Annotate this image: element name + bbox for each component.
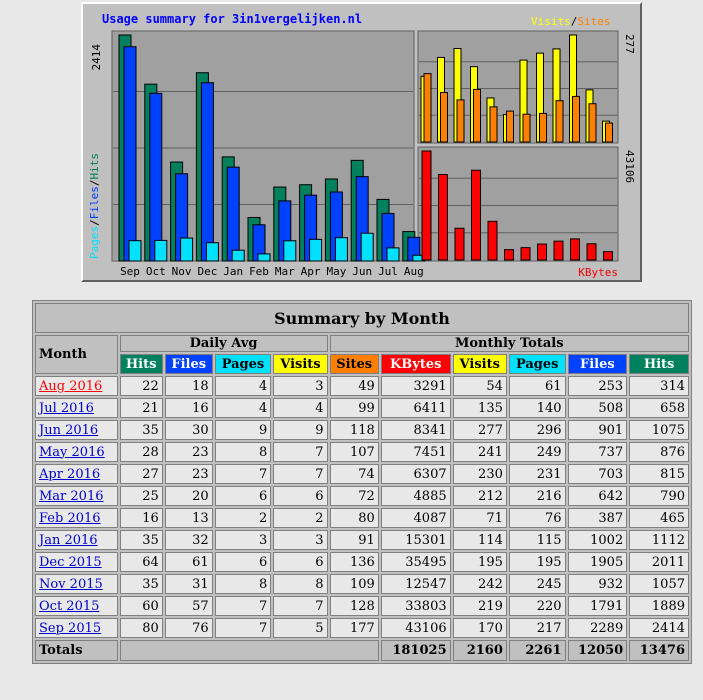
- month-header: Month: [35, 335, 118, 374]
- value-cell: 932: [568, 574, 628, 594]
- daily-col-pages-header: Pages: [215, 354, 272, 374]
- value-cell: 109: [330, 574, 379, 594]
- bar-kbytes: [472, 170, 481, 260]
- value-cell: 6: [273, 552, 327, 572]
- month-label: Jan: [223, 265, 244, 278]
- bar-kbytes: [604, 252, 613, 260]
- axis-label-files: Files: [88, 186, 101, 220]
- value-cell: 216: [509, 486, 566, 506]
- value-cell: 140: [509, 398, 566, 418]
- value-cell: 217: [509, 618, 566, 638]
- monthly-col-files-header: Files: [568, 354, 628, 374]
- column-header-row: [35, 354, 689, 374]
- bar-sites: [556, 101, 563, 142]
- bar-pages: [310, 239, 322, 261]
- value-cell: 314: [629, 376, 689, 396]
- right-bottom-axis-max: 43106: [623, 150, 636, 184]
- month-link[interactable]: Dec 2015: [39, 554, 102, 570]
- monthly-totals-header: Monthly Totals: [330, 335, 689, 352]
- value-cell: 387: [568, 508, 628, 528]
- bar-sites: [490, 107, 497, 142]
- month-link[interactable]: Jan 2016: [39, 532, 98, 548]
- value-cell: 2: [215, 508, 272, 528]
- value-cell: 32: [165, 530, 213, 550]
- value-cell: 21: [120, 398, 163, 418]
- value-cell: 35: [120, 574, 163, 594]
- value-cell: 4087: [381, 508, 451, 528]
- left-axis-max: 2414: [90, 44, 103, 71]
- value-cell: 91: [330, 530, 379, 550]
- month-link[interactable]: Jun 2016: [39, 422, 99, 438]
- value-cell: 25: [120, 486, 163, 506]
- value-cell: 7: [273, 442, 327, 462]
- value-cell: 3291: [381, 376, 451, 396]
- total-cell: 12050: [568, 640, 628, 661]
- month-link[interactable]: Aug 2016: [39, 378, 103, 394]
- value-cell: 80: [330, 508, 379, 528]
- value-cell: 128: [330, 596, 379, 616]
- value-cell: 703: [568, 464, 628, 484]
- value-cell: 60: [120, 596, 163, 616]
- table-row: [35, 464, 689, 484]
- table-body: [35, 376, 689, 638]
- table-row: [35, 486, 689, 506]
- value-cell: 76: [509, 508, 566, 528]
- monthly-col-sites-header: Sites: [330, 354, 379, 374]
- value-cell: 7: [215, 596, 272, 616]
- value-cell: 177: [330, 618, 379, 638]
- value-cell: 7: [273, 596, 327, 616]
- value-cell: 76: [165, 618, 213, 638]
- bar-sites: [540, 113, 547, 142]
- axis-label-hits: Hits: [88, 153, 101, 180]
- value-cell: 64: [120, 552, 163, 572]
- month-link[interactable]: Apr 2016: [39, 466, 101, 482]
- value-cell: 136: [330, 552, 379, 572]
- axis-label-slash1: /: [88, 219, 101, 226]
- bar-sites: [474, 89, 481, 142]
- table-row: [35, 398, 689, 418]
- month-cell: [35, 442, 118, 462]
- value-cell: 231: [509, 464, 566, 484]
- value-cell: 1075: [629, 420, 689, 440]
- value-cell: 27: [120, 464, 163, 484]
- bar-sites: [589, 104, 596, 142]
- table-row: [35, 376, 689, 396]
- bar-pages: [258, 254, 270, 261]
- table-row: [35, 618, 689, 638]
- total-cell: 13476: [629, 640, 689, 661]
- value-cell: 230: [453, 464, 507, 484]
- value-cell: 3: [273, 530, 327, 550]
- value-cell: 195: [453, 552, 507, 572]
- bar-sites: [424, 74, 431, 142]
- value-cell: 6307: [381, 464, 451, 484]
- value-cell: 35: [120, 530, 163, 550]
- table-row: [35, 530, 689, 550]
- value-cell: 54: [453, 376, 507, 396]
- value-cell: 249: [509, 442, 566, 462]
- value-cell: 3: [215, 530, 272, 550]
- value-cell: 2011: [629, 552, 689, 572]
- month-label: Dec: [197, 265, 218, 278]
- legend-visits-sites: [531, 15, 611, 28]
- totals-label: Totals: [35, 640, 118, 661]
- value-cell: 114: [453, 530, 507, 550]
- value-cell: 212: [453, 486, 507, 506]
- legend-visits: Visits: [531, 15, 571, 28]
- month-label: Jul: [378, 265, 398, 278]
- value-cell: 876: [629, 442, 689, 462]
- value-cell: 6411: [381, 398, 451, 418]
- totals-row: [35, 640, 689, 661]
- value-cell: 1057: [629, 574, 689, 594]
- value-cell: 20: [165, 486, 213, 506]
- month-label: Nov: [171, 265, 192, 278]
- daily-col-visits-header: Visits: [273, 354, 327, 374]
- total-cell: 2160: [453, 640, 507, 661]
- table-row: [35, 420, 689, 440]
- value-cell: 253: [568, 376, 628, 396]
- value-cell: 2289: [568, 618, 628, 638]
- value-cell: 241: [453, 442, 507, 462]
- value-cell: 72: [330, 486, 379, 506]
- bar-sites: [573, 96, 580, 142]
- bar-kbytes: [505, 250, 514, 260]
- summary-table-wrap: [32, 300, 692, 664]
- bar-pages: [387, 248, 399, 261]
- month-label: Mar: [274, 265, 295, 278]
- value-cell: 16: [165, 398, 213, 418]
- legend-slash: /: [570, 15, 578, 28]
- bar-files: [201, 83, 213, 261]
- value-cell: 8: [215, 442, 272, 462]
- value-cell: 296: [509, 420, 566, 440]
- value-cell: 33803: [381, 596, 451, 616]
- month-cell: [35, 618, 118, 638]
- value-cell: 31: [165, 574, 213, 594]
- value-cell: 508: [568, 398, 628, 418]
- month-link[interactable]: Jul 2016: [39, 400, 94, 416]
- value-cell: 1889: [629, 596, 689, 616]
- value-cell: 219: [453, 596, 507, 616]
- monthly-col-hits-header: Hits: [629, 354, 689, 374]
- month-link[interactable]: May 2016: [39, 444, 105, 460]
- month-label: Apr: [300, 265, 321, 278]
- daily-col-hits-header: Hits: [120, 354, 163, 374]
- table-row: [35, 596, 689, 616]
- value-cell: 195: [509, 552, 566, 572]
- table-title: Summary by Month: [35, 303, 689, 333]
- bar-kbytes: [439, 175, 448, 260]
- legend-sites: Sites: [577, 15, 611, 28]
- bar-kbytes: [455, 228, 464, 260]
- month-cell: [35, 508, 118, 528]
- value-cell: 28: [120, 442, 163, 462]
- value-cell: 3: [273, 376, 327, 396]
- value-cell: 1112: [629, 530, 689, 550]
- month-link[interactable]: Nov 2015: [39, 576, 103, 592]
- value-cell: 170: [453, 618, 507, 638]
- bar-sites: [441, 93, 448, 142]
- value-cell: 4: [215, 376, 272, 396]
- value-cell: 1002: [568, 530, 628, 550]
- value-cell: 118: [330, 420, 379, 440]
- value-cell: 43106: [381, 618, 451, 638]
- bar-kbytes: [571, 239, 580, 260]
- month-label: May: [326, 265, 347, 278]
- month-link[interactable]: Mar 2016: [39, 488, 104, 504]
- axis-label-pages: Pages: [88, 225, 101, 259]
- value-cell: 7451: [381, 442, 451, 462]
- value-cell: 242: [453, 574, 507, 594]
- value-cell: 30: [165, 420, 213, 440]
- value-cell: 18: [165, 376, 213, 396]
- month-label: Aug: [403, 265, 424, 278]
- bar-pages: [181, 238, 193, 261]
- daily-avg-header: Daily Avg: [120, 335, 328, 352]
- monthly-col-pages-header: Pages: [509, 354, 566, 374]
- bar-pages: [206, 243, 218, 261]
- bar-sites: [507, 111, 514, 142]
- value-cell: 99: [330, 398, 379, 418]
- value-cell: 220: [509, 596, 566, 616]
- month-link[interactable]: Sep 2015: [39, 620, 102, 636]
- bar-sites: [457, 100, 464, 142]
- value-cell: 115: [509, 530, 566, 550]
- value-cell: 465: [629, 508, 689, 528]
- table-row: [35, 442, 689, 462]
- bar-pages: [155, 240, 167, 261]
- value-cell: 6: [215, 552, 272, 572]
- bar-pages: [335, 238, 347, 261]
- value-cell: 16: [120, 508, 163, 528]
- month-label: Feb: [249, 265, 269, 278]
- value-cell: 8: [273, 574, 327, 594]
- month-cell: [35, 596, 118, 616]
- monthly-col-visits-header: Visits: [453, 354, 507, 374]
- value-cell: 4885: [381, 486, 451, 506]
- month-cell: [35, 486, 118, 506]
- value-cell: 35: [120, 420, 163, 440]
- value-cell: 6: [273, 486, 327, 506]
- total-cell: 181025: [381, 640, 451, 661]
- bar-kbytes: [521, 248, 530, 260]
- table-row: [35, 552, 689, 572]
- month-cell: [35, 574, 118, 594]
- bar-kbytes: [488, 221, 497, 260]
- table-row: [35, 574, 689, 594]
- value-cell: 737: [568, 442, 628, 462]
- value-cell: 790: [629, 486, 689, 506]
- month-cell: [35, 464, 118, 484]
- value-cell: 8: [215, 574, 272, 594]
- bar-files: [227, 167, 239, 261]
- value-cell: 71: [453, 508, 507, 528]
- value-cell: 107: [330, 442, 379, 462]
- monthly-col-kbytes-header: KBytes: [381, 354, 451, 374]
- table-row: [35, 508, 689, 528]
- value-cell: 57: [165, 596, 213, 616]
- value-cell: 8341: [381, 420, 451, 440]
- value-cell: 9: [273, 420, 327, 440]
- bar-kbytes: [422, 151, 431, 260]
- value-cell: 23: [165, 464, 213, 484]
- month-link[interactable]: Oct 2015: [39, 598, 100, 614]
- bar-files: [150, 93, 162, 261]
- month-cell: [35, 552, 118, 572]
- value-cell: 901: [568, 420, 628, 440]
- bar-pages: [129, 241, 141, 261]
- axis-label-slash2: /: [88, 179, 101, 187]
- month-cell: [35, 530, 118, 550]
- value-cell: 1905: [568, 552, 628, 572]
- bar-pages: [361, 233, 373, 261]
- value-cell: 7: [215, 464, 272, 484]
- usage-chart: [81, 2, 642, 282]
- value-cell: 5: [273, 618, 327, 638]
- value-cell: 15301: [381, 530, 451, 550]
- bar-sites: [606, 123, 613, 142]
- bar-files: [124, 47, 136, 261]
- value-cell: 135: [453, 398, 507, 418]
- value-cell: 74: [330, 464, 379, 484]
- summary-by-month-table: [32, 300, 692, 664]
- month-label: Sep: [120, 265, 140, 278]
- kbytes-label: KBytes: [578, 266, 618, 279]
- value-cell: 7: [215, 618, 272, 638]
- chart-title: Usage summary for 3in1vergelijken.nl: [102, 12, 363, 26]
- total-cell: 2261: [509, 640, 566, 661]
- month-labels: [120, 265, 424, 278]
- usage-chart-svg: [83, 4, 644, 284]
- value-cell: 6: [215, 486, 272, 506]
- value-cell: 4: [215, 398, 272, 418]
- month-cell: [35, 420, 118, 440]
- bar-pages: [232, 250, 244, 261]
- value-cell: 2: [273, 508, 327, 528]
- value-cell: 815: [629, 464, 689, 484]
- bar-pages: [284, 241, 296, 261]
- bar-kbytes: [587, 244, 596, 260]
- totals-spacer: [120, 640, 379, 661]
- value-cell: 1791: [568, 596, 628, 616]
- left-axis-label: [88, 153, 101, 259]
- value-cell: 7: [273, 464, 327, 484]
- value-cell: 13: [165, 508, 213, 528]
- value-cell: 658: [629, 398, 689, 418]
- value-cell: 2414: [629, 618, 689, 638]
- value-cell: 23: [165, 442, 213, 462]
- value-cell: 61: [509, 376, 566, 396]
- value-cell: 49: [330, 376, 379, 396]
- value-cell: 12547: [381, 574, 451, 594]
- month-label: Oct: [145, 265, 166, 278]
- value-cell: 61: [165, 552, 213, 572]
- right-top-axis-max: 277: [623, 34, 636, 54]
- value-cell: 35495: [381, 552, 451, 572]
- value-cell: 4: [273, 398, 327, 418]
- bar-kbytes: [554, 241, 563, 260]
- daily-col-files-header: Files: [165, 354, 213, 374]
- value-cell: 22: [120, 376, 163, 396]
- value-cell: 9: [215, 420, 272, 440]
- value-cell: 245: [509, 574, 566, 594]
- month-label: Jun: [352, 265, 373, 278]
- value-cell: 80: [120, 618, 163, 638]
- month-cell: [35, 376, 118, 396]
- month-cell: [35, 398, 118, 418]
- bar-sites: [523, 114, 530, 142]
- month-link[interactable]: Feb 2016: [39, 510, 101, 526]
- bar-kbytes: [538, 244, 547, 260]
- value-cell: 642: [568, 486, 628, 506]
- value-cell: 277: [453, 420, 507, 440]
